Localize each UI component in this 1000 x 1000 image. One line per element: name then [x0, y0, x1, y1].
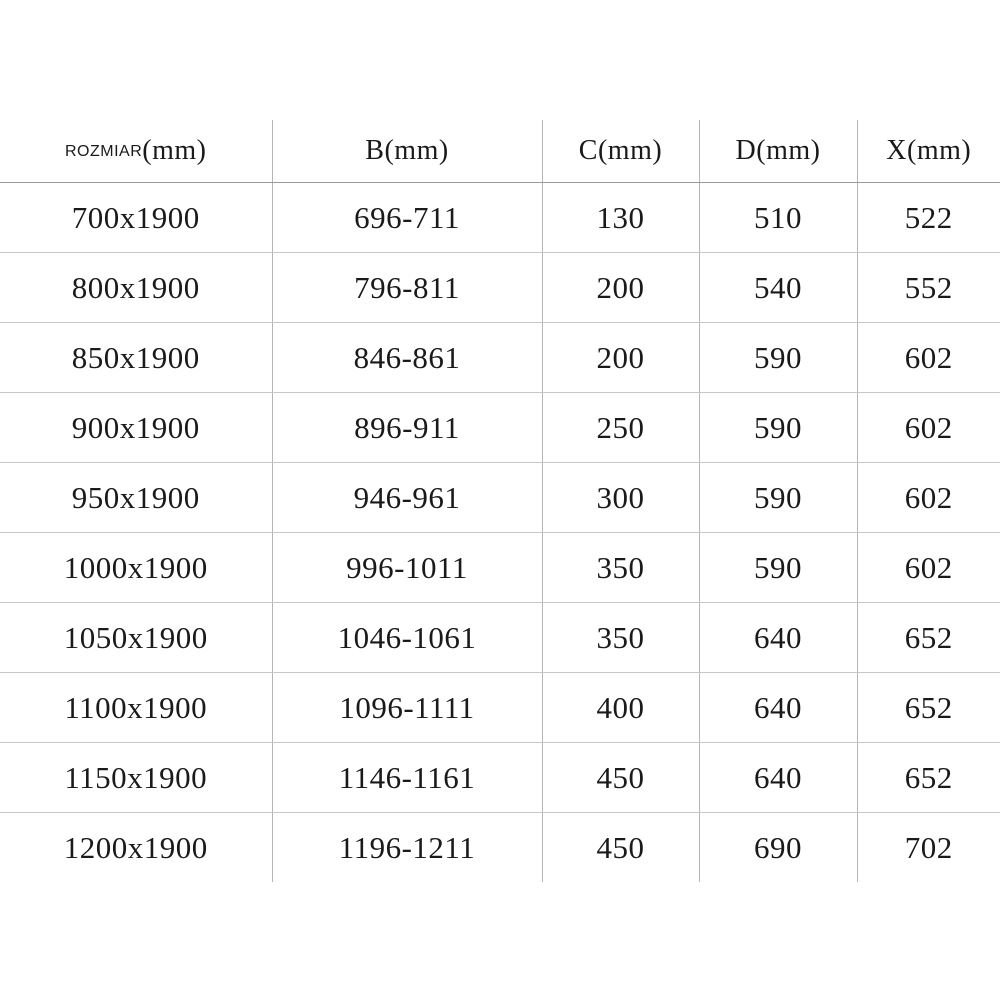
cell-b: 896-911: [272, 393, 542, 463]
cell-c: 200: [542, 253, 699, 323]
dimensions-table: [0, 120, 1000, 882]
header-c-label: C: [578, 135, 598, 166]
cell-c: 450: [542, 743, 699, 813]
cell-x: 602: [857, 533, 1000, 603]
table-body: [0, 183, 1000, 883]
header-rozmiar-unit: (mm): [142, 135, 207, 166]
cell-d: 510: [699, 183, 857, 253]
header-c: [542, 120, 699, 183]
cell-c: 350: [542, 533, 699, 603]
cell-x: 602: [857, 393, 1000, 463]
header-x-unit: (mm): [907, 135, 972, 166]
table-row: [0, 183, 1000, 253]
cell-x: 652: [857, 743, 1000, 813]
cell-b: 846-861: [272, 323, 542, 393]
table-row: [0, 673, 1000, 743]
cell-d: 590: [699, 533, 857, 603]
cell-b: 1146-1161: [272, 743, 542, 813]
table-row: [0, 743, 1000, 813]
header-b-unit: (mm): [384, 135, 449, 166]
cell-c: 400: [542, 673, 699, 743]
header-b-label: B: [365, 135, 385, 166]
table-row: [0, 323, 1000, 393]
cell-size: 850x1900: [0, 323, 272, 393]
cell-b: 996-1011: [272, 533, 542, 603]
header-rozmiar-label: ROZMIAR: [65, 143, 143, 160]
cell-c: 450: [542, 813, 699, 883]
header-row: [0, 120, 1000, 183]
cell-x: 602: [857, 323, 1000, 393]
cell-d: 640: [699, 673, 857, 743]
table-row: [0, 533, 1000, 603]
cell-d: 540: [699, 253, 857, 323]
cell-size: 900x1900: [0, 393, 272, 463]
cell-d: 590: [699, 323, 857, 393]
header-x-label: X: [886, 135, 907, 166]
header-x: [857, 120, 1000, 183]
cell-b: 1096-1111: [272, 673, 542, 743]
cell-b: 1196-1211: [272, 813, 542, 883]
cell-size: 1200x1900: [63, 829, 208, 865]
cell-size: 700x1900: [0, 183, 272, 253]
header-b: [272, 120, 542, 183]
header-d: [699, 120, 857, 183]
cell-d: 590: [699, 463, 857, 533]
cell-x: 552: [857, 253, 1000, 323]
cell-x: 522: [857, 183, 1000, 253]
cell-x: 702: [857, 813, 1000, 883]
cell-d: 590: [699, 393, 857, 463]
table-row: [0, 603, 1000, 673]
cell-size: 1000x1900: [0, 533, 272, 603]
table-row: [0, 813, 1000, 883]
cell-size: 950x1900: [0, 463, 272, 533]
cell-c: 250: [542, 393, 699, 463]
cell-size: 800x1900: [0, 253, 272, 323]
cell-d: 690: [699, 813, 857, 883]
table-row: [0, 393, 1000, 463]
header-d-unit: (mm): [756, 135, 821, 166]
header-d-label: D: [735, 135, 757, 166]
cell-d: 640: [699, 743, 857, 813]
cell-c: 200: [542, 323, 699, 393]
header-c-unit: (mm): [597, 135, 663, 166]
cell-b: 696-711: [272, 183, 542, 253]
cell-b: 796-811: [272, 253, 542, 323]
table-row: [0, 463, 1000, 533]
cell-c: 300: [542, 463, 699, 533]
cell-size: 1100x1900: [0, 673, 272, 743]
cell-b: 946-961: [272, 463, 542, 533]
cell-x: 652: [857, 673, 1000, 743]
cell-x: 602: [857, 463, 1000, 533]
table-row: [0, 253, 1000, 323]
table-header: [0, 120, 1000, 183]
cell-size: 1050x1900: [0, 603, 272, 673]
cell-size: 1150x1900: [0, 743, 272, 813]
cell-b: 1046-1061: [272, 603, 542, 673]
cell-c: 130: [542, 183, 699, 253]
header-rozmiar: [0, 120, 272, 183]
cell-c: 350: [542, 603, 699, 673]
cell-x: 652: [857, 603, 1000, 673]
cell-d: 640: [699, 603, 857, 673]
